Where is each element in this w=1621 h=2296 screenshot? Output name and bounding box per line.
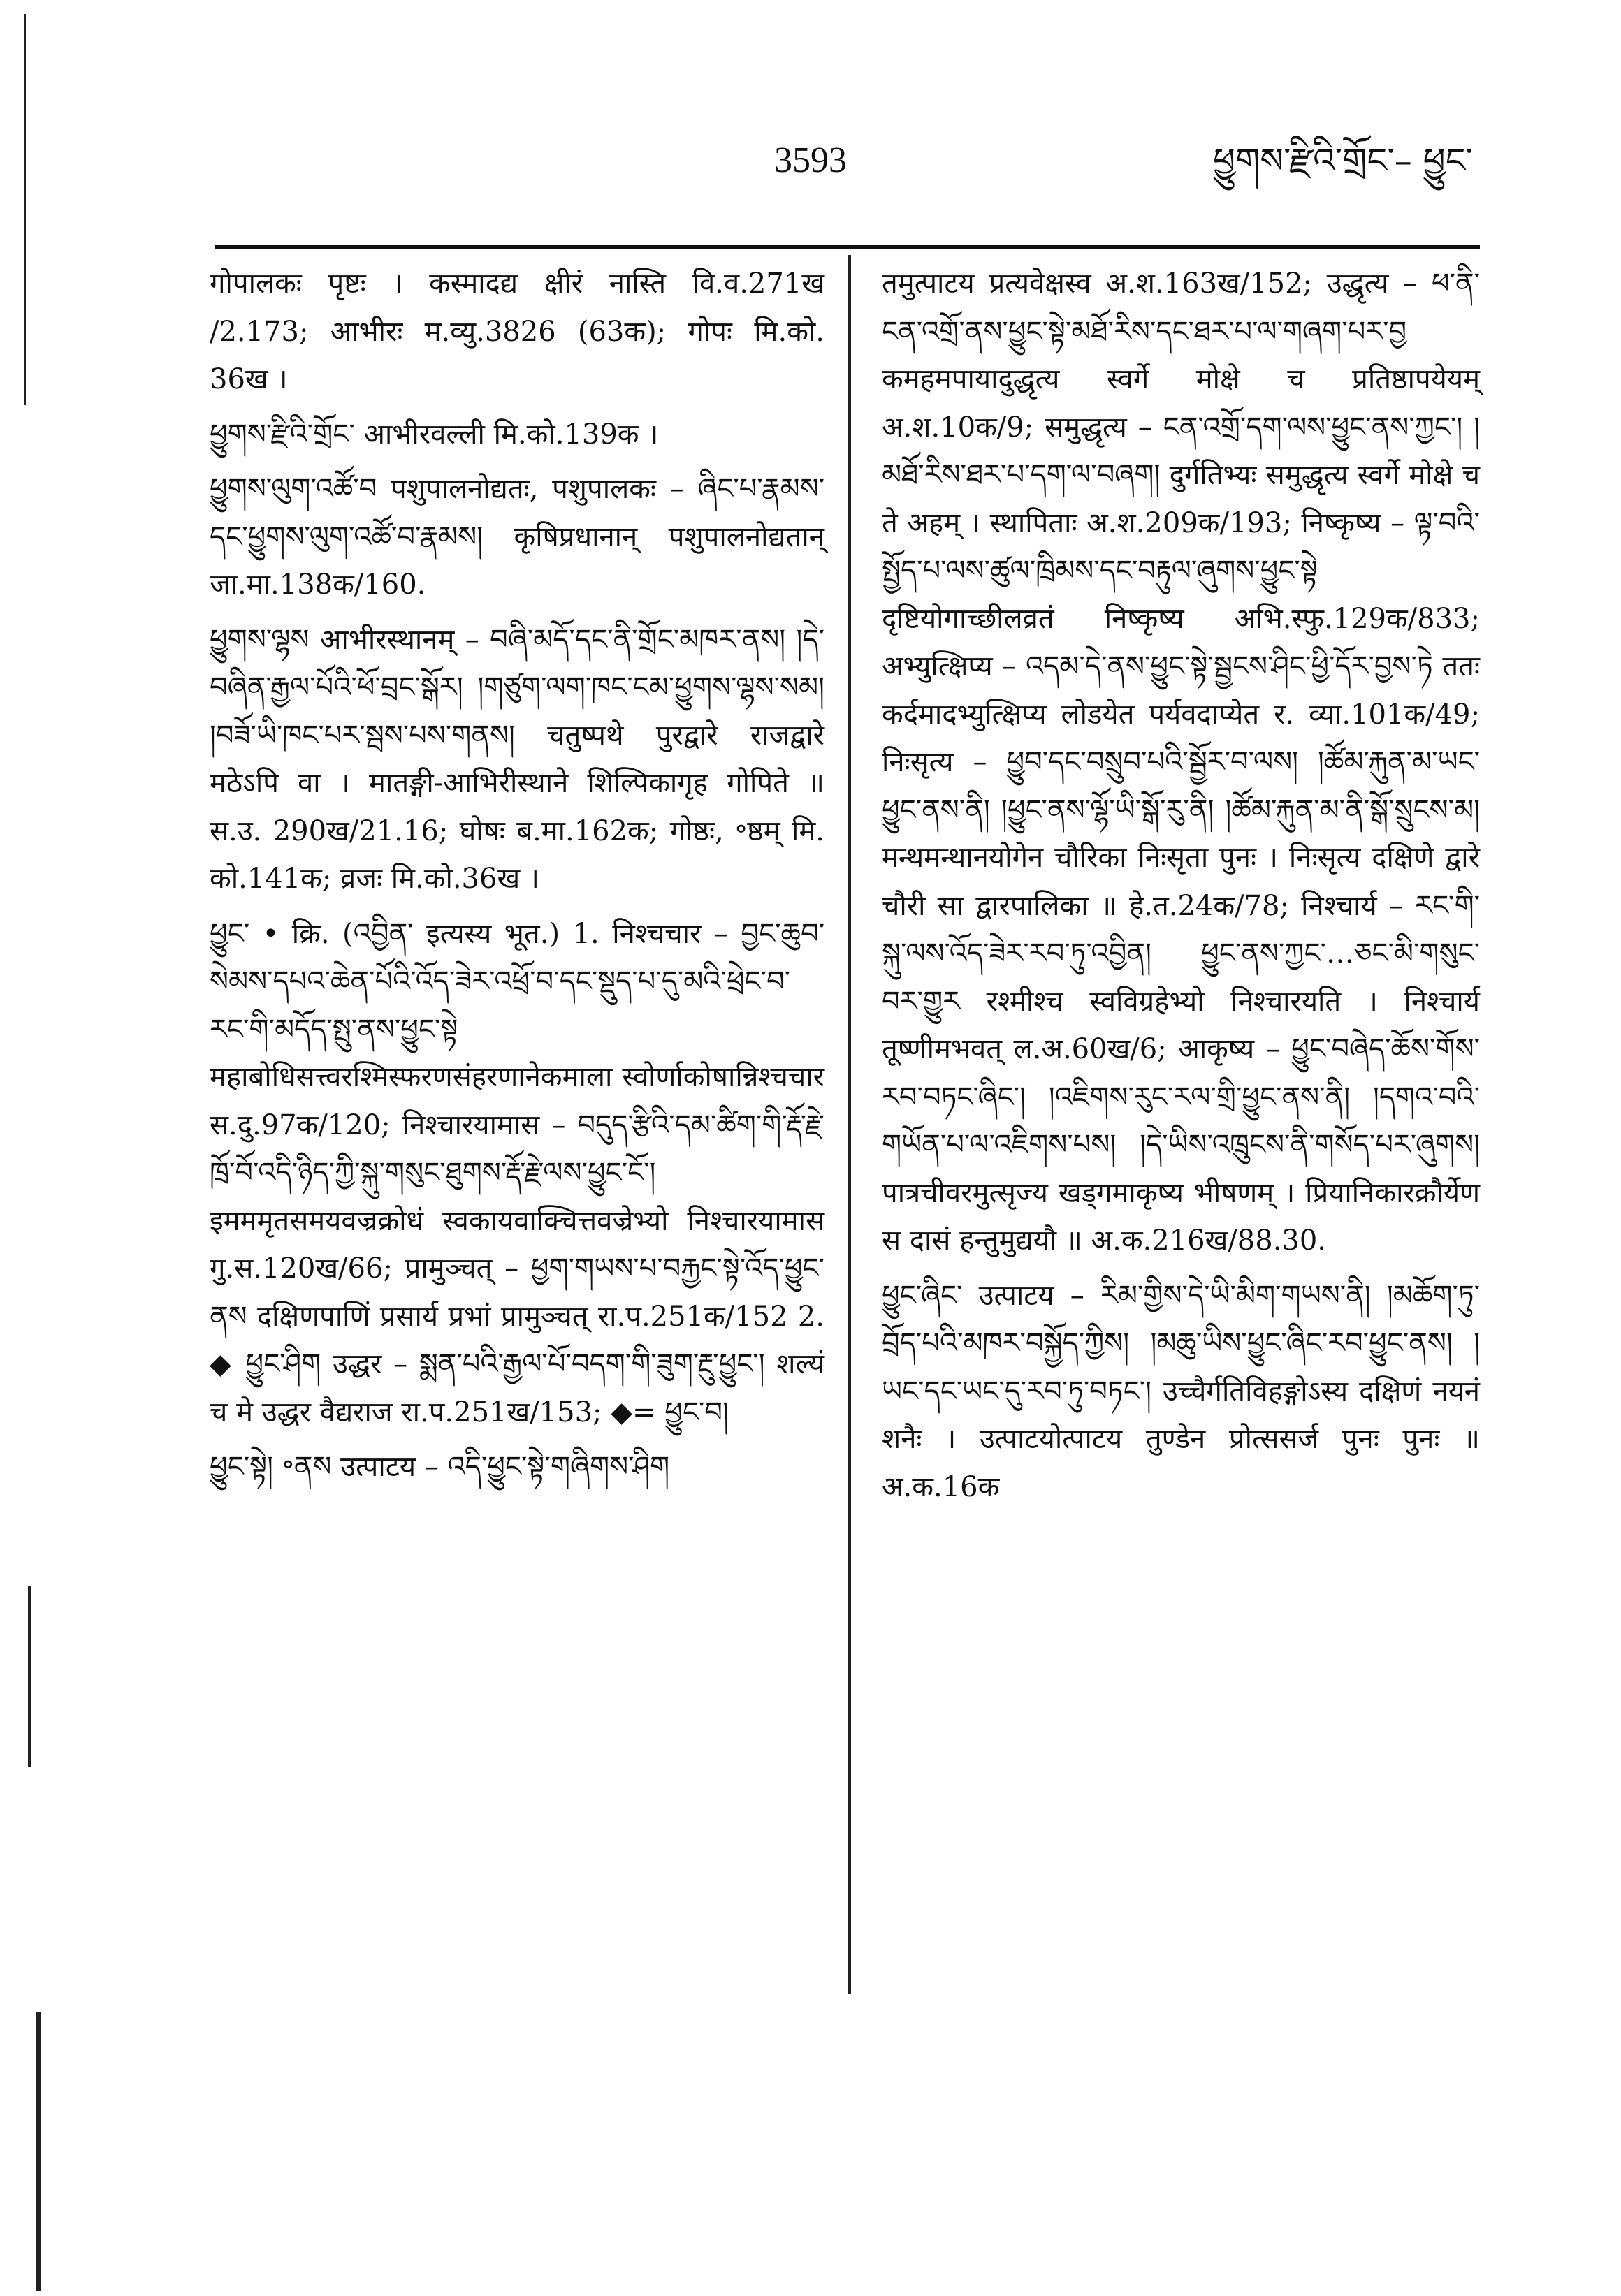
dictionary-entry: ཕྱུགས་ལྷས आभीरस्थानम् – བཞི་མདོ་དང་ནི་གྲོང་མཁར་ནས། །དེ་བཞིན་རྒྱལ་པོའི་ཕོ་བྲང་སྒོར། །གཙུག་ལག་ཁང་ངམ་ཕྱུགས་ལྷས་སམ། །བཟོ་ཡི་ཁང་པར་སྦས་པས་གནས། चतुष्पथे पुरद्वारे राजद्वारे मठेऽपि वा । मातङ्गी-आभिरीस्थाने शिल्पिकागृह गोपिते ॥ स.उ. 290ख/21.16; घोषः ब.मा.162क; गोष्ठः, ॰ष्ठम् मि. को.141क; व्रजः मि.को.36ख । bbox=[210, 623, 824, 895]
scan-edge-mark bbox=[24, 14, 26, 405]
dictionary-entry: ཕྱུང་སྟེ། ॰ནས उत्पाटय – འདི་ཕྱུང་སྟེ་གཞིགས་ཤིག bbox=[210, 1451, 670, 1483]
header-rule bbox=[215, 245, 1480, 249]
scan-edge-mark bbox=[36, 2012, 41, 2291]
dictionary-entry: ཕྱུགས་རྫིའི་གྲོང་ आभीरवल्ली मि.को.139क । bbox=[210, 418, 659, 451]
right-column bbox=[882, 260, 1480, 1511]
dictionary-entry: ཕྱུང་ • क्रि. (འབྱིན་ इत्यस्य भूत.) 1. निश्चचार – བྱང་ཆུབ་སེམས་དཔའ་ཆེན་པོའི་འོད་ཟེར་འཕྲོ་བ་དང་སྡུད་པ་དུ་མའི་ཕྲེང་བ་རང་གི་མདོད་སྤུ་ནས་ཕྱུང་སྟེ महाबोधिसत्त्वरश्मिस्फरणसंहरणानेकमाला स्वोर्णाकोषान्निश्चचार स.दु.97क/120; निश्चारयामास – བདུད་རྩིའི་དམ་ཚིག་གི་རྡོ་རྗེ་ཁྲོ་བོ་འདི་ཉིད་ཀྱི་སྐུ་གསུང་ཐུགས་རྡོ་རྗེ་ལས་ཕྱུང་ངོ་། इमममृतसमयवज्रक्रोधं स्वकायवाक्चित्तवज्रेभ्यो निश्चारयामास गु.स.120ख/66; प्रामुञ्चत् – ཕྱག་གཡས་པ་བརྐྱང་སྟེ་འོད་ཕྱུང་ནས दक्षिणपाणिं प्रसार्य प्रभां प्रामुञ्चत् रा.प.251क/152 2. ◆ ཕྱུང་ཤིག उद्धर – སྨན་པའི་རྒྱལ་པོ་བདག་གི་ཟུག་རྔུ་ཕྱུང་། शल्यं च मे उद्धर वैद्यराज रा.प.251ख/153; ◆= ཕྱུང་བ། bbox=[210, 917, 824, 1428]
dictionary-entry: तमुत्पाटय प्रत्यवेक्षस्व अ.श.163ख/152; उद्धृत्य – ཕ་ནི་ངན་འགྲོ་ནས་ཕྱུང་སྟེ་མཐོ་རིས་དང་ཐར་པ་ལ་གཞག་པར་བྱ कमहमपायादुद्धृत्य स्वर्गे मोक्षे च प्रतिष्ठापयेयम् अ.श.10क/9; समुद्धृत्य – ངན་འགྲོ་དག་ལས་ཕྱུང་ནས་ཀྱང་། །མཐོ་རིས་ཐར་པ་དག་ལ་བཞག། दुर्गतिभ्यः समुद्धृत्य स्वर्गे मोक्षे च ते अहम् । स्थापिताः अ.श.209क/193; निष्कृष्य – ལྟ་བའི་སྤྱོད་པ་ལས་ཚུལ་ཁྲིམས་དང་བརྟུལ་ཞུགས་ཕྱུང་སྟེ दृष्टियोगाच्छीलव्रतं निष्कृष्य अभि.स्फु.129क/833; अभ्युत्क्षिप्य – འདམ་དེ་ནས་ཕྱུང་སྟེ་སྦྱངས་ཤིང་ཕྱི་དོར་བྱས་ཏེ ततः कर्दमादभ्युत्क्षिप्य लोडयेत पर्यवदाप्येत र. व्या.101क/49; निःसृत्य – ཕྱུབ་དང་བསྲུབ་པའི་སྦྱོར་བ་ལས། །ཚོམ་རྐུན་མ་ཡང་ཕྱུང་ནས་ནི། །ཕྱུང་ནས་ལྷོ་ཡི་སྒོ་རུ་ནི། །ཚོམ་རྐུན་མ་ནི་སྒོ་སྲུངས་མ། मन्थमन्थानयोगेन चौरिका निःसृता पुनः । निःसृत्य दक्षिणे द्वारे चौरी सा द्वारपालिका ॥ हे.त.24क/78; निश्चार्य – རང་གི་སྐུ་ལས་འོད་ཟེར་རབ་ཏུ་འབྱིན། ཕྱུང་ནས་ཀྱང་…ཅང་མི་གསུང་བར་གྱུར रश्मीश्च स्वविग्रहेभ्यो निश्चारयति । निश्चार्य तूष्णीमभवत् ल.अ.60ख/6; आकृष्य – ཕྱུང་བཞེད་ཆོས་གོས་རབ་བཏང་ཞིང་། །འཇིགས་རུང་རལ་གྲི་ཕྱུང་ནས་ནི། །དགའ་བའི་གཡོན་པ་ལ་འཇིགས་པས། །དེ་ཡིས་འཁྲུངས་ནི་གསོད་པར་ཞུགས། पात्रचीवरमुत्सृज्य खड्गमाकृष्य भीषणम् । प्रियानिकारक्रौर्येण स दासं हन्तुमुद्ययौ ॥ अ.क.216ख/88.30. bbox=[882, 268, 1480, 1257]
dictionary-entry: ཕྱུགས་ལུག་འཚོ་བ पशुपालनोद्यतः, पशुपालकः – ཞིང་པ་རྣམས་དང་ཕྱུགས་ལུག་འཚོ་བ་རྣམས། कृषिप्रधानान् पशुपालनोद्यतान् जा.मा.138क/160. bbox=[210, 473, 824, 601]
left-column bbox=[210, 260, 824, 1491]
running-head: ཕྱུགས་རྫིའི་གྲོང་– ཕྱུང་ bbox=[1213, 140, 1473, 181]
scan-edge-mark bbox=[28, 1586, 31, 1767]
page-number: 3593 bbox=[774, 140, 847, 180]
column-divider bbox=[848, 255, 851, 1994]
dictionary-entry: ཕྱུང་ཞིང་ उत्पाटय – རིམ་གྱིས་དེ་ཡི་མིག་གཡས་ནི། །མཆོག་ཏུ་བྲོད་པའི་མཁར་བསྐྱོད་ཀྱིས། །མཆུ་ཡིས་ཕྱུང་ཞིང་རབ་ཕྱུང་ནས། །ཡང་དང་ཡང་དུ་རབ་ཏུ་བཏང་། उच्चैर्गतिविहङ्गोऽस्य दक्षिणं नयनं शनैः । उत्पाटयोत्पाटय तुण्डेन प्रोत्ससर्ज पुनः पुनः ॥ अ.क.16क bbox=[882, 1279, 1480, 1503]
dictionary-entry: गोपालकः पृष्टः । कस्मादद्य क्षीरं नास्ति वि.व.271ख /2.173; आभीरः म.व्यु.3826 (63क); गोपः मि.को. 36ख । bbox=[210, 268, 824, 395]
